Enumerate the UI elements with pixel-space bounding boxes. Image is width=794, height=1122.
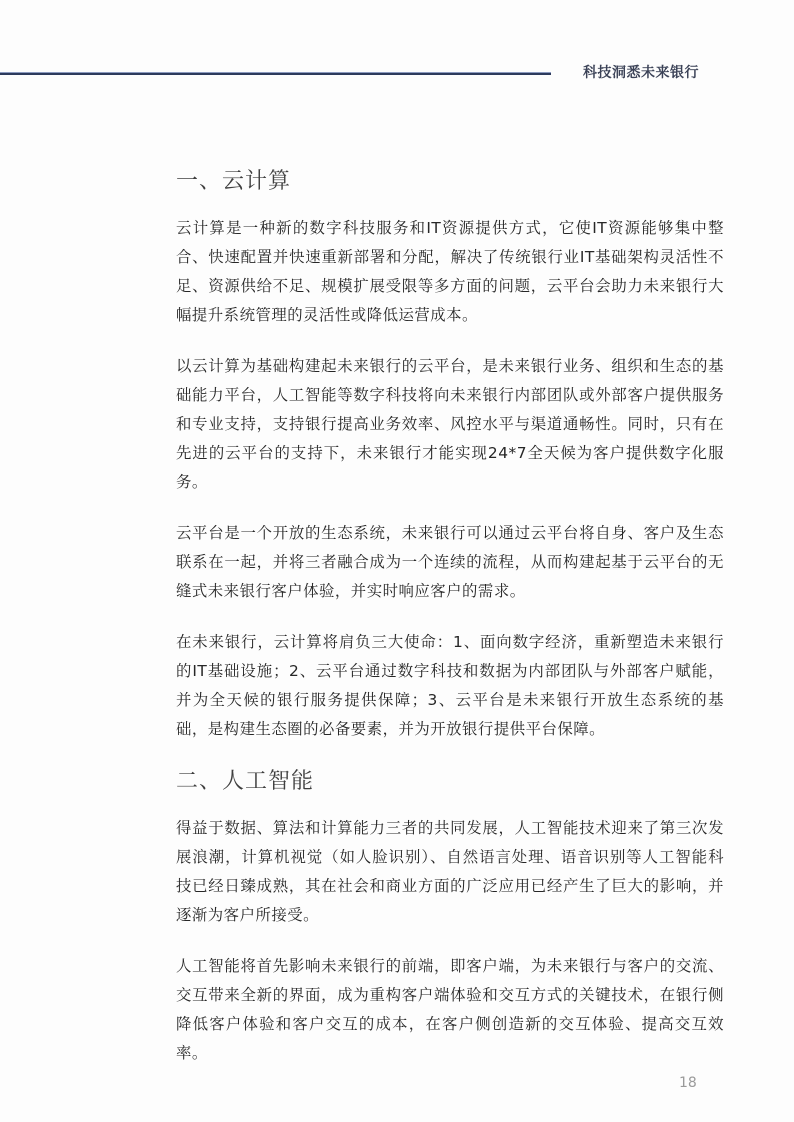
section-cloud-computing	[176, 166, 724, 744]
paragraph: 以云计算为基础构建起未来银行的云平台，是未来银行业务、组织和生态的基础能力平台，人工智能等数字科技将向未来银行内部团队或外部客户提供服务和专业支持，支持银行提高业务效率、风控水平与渠道通畅性。同时，只有在先进的云平台的支持下，未来银行才能实现24*7全天候为客户提供数字化服务。	[176, 357, 724, 491]
paragraph: 得益于数据、算法和计算能力三者的共同发展，人工智能技术迎来了第三次发展浪潮，计算机视觉（如人脸识别）、自然语言处理、语音识别等人工智能科技已经日臻成熟，其在社会和商业方面的广泛应用已经产生了巨大的影响，并逐渐为客户所接受。	[176, 819, 724, 924]
paragraph: 在未来银行，云计算将肩负三大使命：1、面向数字经济，重新塑造未来银行的IT基础设施；2、云平台通过数字科技和数据为内部团队与外部客户赋能，并为全天候的银行服务提供保障；3、云平台是未来银行开放生态系统的基础，是构建生态圈的必备要素，并为开放银行提供平台保障。	[176, 633, 724, 738]
page-number: 18	[679, 1075, 697, 1091]
paragraph: 人工智能将首先影响未来银行的前端，即客户端，为未来银行与客户的交流、交互带来全新的界面，成为重构客户端体验和交互方式的关键技术，在银行侧降低客户体验和客户交互的成本，在客户侧创造新的交互体验、提高交互效率。	[176, 957, 724, 1062]
header-rule	[0, 72, 551, 75]
section-heading: 一、云计算	[176, 169, 292, 194]
section-heading: 二、人工智能	[176, 769, 315, 794]
running-header-title: 科技洞悉未来银行	[583, 65, 699, 81]
page-content	[176, 166, 724, 1090]
paragraph: 云计算是一种新的数字科技服务和IT资源提供方式，它使IT资源能够集中整合、快速配置并快速重新部署和分配，解决了传统银行业IT基础架构灵活性不足、资源供给不足、规模扩展受限等多方面的问题，云平台会助力未来银行大幅提升系统管理的灵活性或降低运营成本。	[176, 219, 724, 324]
section-artificial-intelligence	[176, 766, 724, 1068]
paragraph: 云平台是一个开放的生态系统，未来银行可以通过云平台将自身、客户及生态联系在一起，并将三者融合成为一个连续的流程，从而构建起基于云平台的无缝式未来银行客户体验，并实时响应客户的需求。	[176, 524, 724, 600]
